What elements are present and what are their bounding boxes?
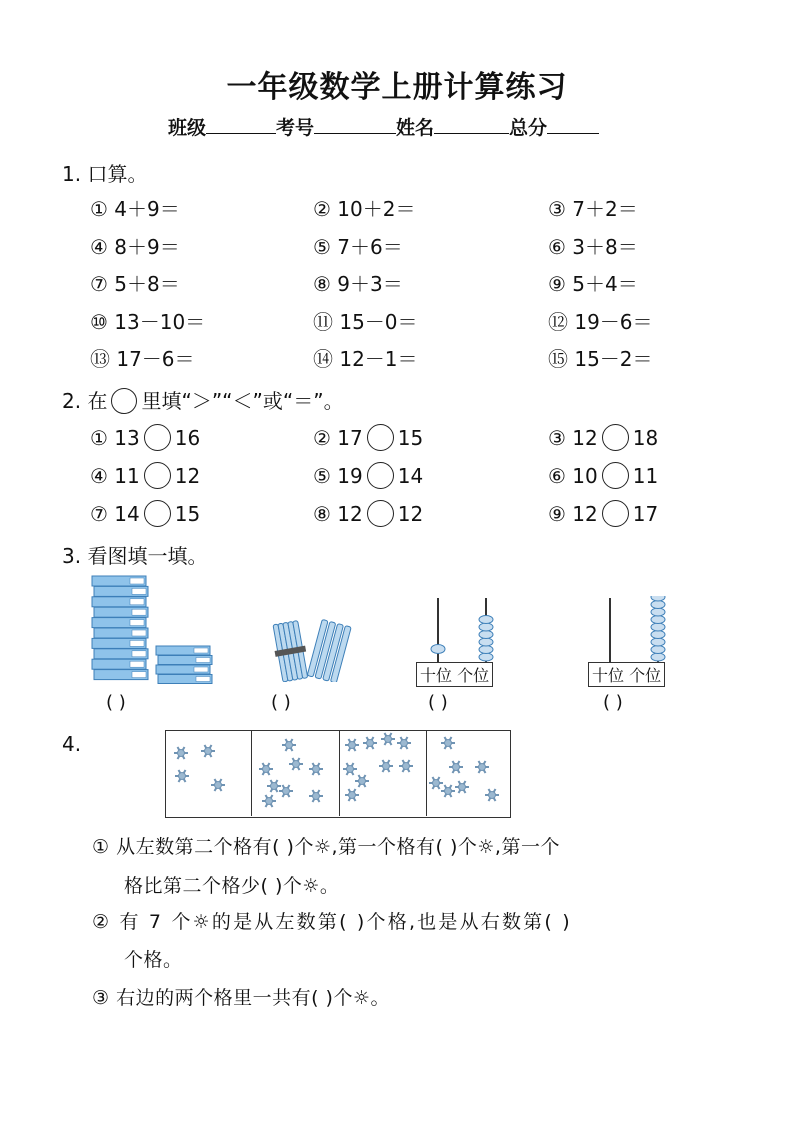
abacus-label-2: 十位 个位 xyxy=(588,662,665,687)
q4-number: 4. xyxy=(62,732,82,756)
q2-right-value: 17 xyxy=(632,502,659,526)
abacus-icon xyxy=(418,596,514,666)
q3-answer-blank-1[interactable]: ( ) xyxy=(106,692,126,713)
exam-no-label: 考号 xyxy=(276,117,315,139)
q2-left-value: 13 xyxy=(114,426,140,450)
snowflake-icon xyxy=(397,737,411,749)
q2-right-value: 12 xyxy=(174,464,201,488)
snowflake-icon xyxy=(485,789,499,801)
snowflakes xyxy=(166,731,510,817)
q1-item: ⑩ 13－10＝ xyxy=(90,309,206,334)
q1-item: ② 10＋2＝ xyxy=(313,197,416,221)
q1-item: ⑦ 5＋8＝ xyxy=(90,272,180,296)
snowflake-icon xyxy=(309,763,323,775)
q1-heading: 1. 口算。 xyxy=(62,162,148,186)
q2-item-number: ⑤ xyxy=(313,464,338,488)
snowflake-icon xyxy=(282,739,296,751)
q2-left-value: 12 xyxy=(337,502,363,526)
abacus-bead xyxy=(651,608,665,616)
q2-left-value: 12 xyxy=(572,426,598,450)
compare-circle[interactable] xyxy=(144,462,171,489)
abacus-bead xyxy=(651,623,665,631)
q2-item-number: ③ xyxy=(548,426,573,450)
snowflake-icon xyxy=(363,737,377,749)
snowflake-icon xyxy=(345,739,359,751)
q2-left-value: 10 xyxy=(572,464,598,488)
snowflake-icon xyxy=(355,775,369,787)
snowflake-icon xyxy=(345,789,359,801)
q2-item xyxy=(313,464,423,491)
q2-right-value: 11 xyxy=(632,464,659,488)
q4-line-1: ① 从左数第二个格有( )个☼,第一个格有( )个☼,第一个 xyxy=(92,836,560,858)
q2-item xyxy=(313,502,423,529)
q2-item-number: ⑧ xyxy=(313,502,338,526)
class-label: 班级 xyxy=(168,117,207,139)
q3-heading: 3. 看图填一填。 xyxy=(62,544,208,568)
q4-line-2: 格比第二个格少( )个☼。 xyxy=(124,875,340,897)
compare-circle[interactable] xyxy=(367,424,394,451)
q4-line-5: ③ 右边的两个格里一共有( )个☼。 xyxy=(92,987,390,1009)
q2-item-number: ② xyxy=(313,426,338,450)
q2-right-value: 15 xyxy=(174,502,201,526)
q4-line-3: ② 有 7 个☼的是从左数第( )个格,也是从右数第( ) xyxy=(92,911,572,933)
abacus-bead xyxy=(479,638,493,646)
snowflake-icon xyxy=(475,761,489,773)
abacus-bead xyxy=(651,596,665,601)
q2-heading-suffix: 里填“＞”“＜”或“＝”。 xyxy=(141,389,344,413)
q4-line-4: 个格。 xyxy=(124,949,183,971)
snowflake-icon xyxy=(429,777,443,789)
q3-answer-blank-3[interactable]: ( ) xyxy=(428,692,448,713)
q2-right-value: 18 xyxy=(632,426,659,450)
q1-item: ⑪ 15－0＝ xyxy=(313,309,418,334)
q2-left-value: 12 xyxy=(572,502,598,526)
compare-circle[interactable] xyxy=(602,500,629,527)
q2-item xyxy=(90,502,200,529)
snowflake-icon xyxy=(267,780,281,792)
q2-item-number: ① xyxy=(90,426,115,450)
snowflake-icon xyxy=(399,760,413,772)
abacus-label-1: 十位 个位 xyxy=(416,662,493,687)
q1-item: ① 4＋9＝ xyxy=(90,197,180,221)
q1-item: ⑧ 9＋3＝ xyxy=(313,272,403,296)
q2-left-value: 19 xyxy=(337,464,363,488)
q1-item: ⑬ 17－6＝ xyxy=(90,347,195,371)
abacus-bead xyxy=(651,616,665,624)
abacus-bead xyxy=(479,653,493,661)
q2-item xyxy=(548,502,658,529)
q2-right-value: 15 xyxy=(397,426,424,450)
snowflake-icon xyxy=(211,779,225,791)
q1-item: ④ 8＋9＝ xyxy=(90,234,180,259)
snowflake-icon xyxy=(279,785,293,797)
snowflake-icon xyxy=(174,747,188,759)
compare-circle[interactable] xyxy=(144,424,171,451)
snowflake-icon xyxy=(289,758,303,770)
q2-item-number: ④ xyxy=(90,464,115,488)
q2-left-value: 17 xyxy=(337,426,363,450)
q2-heading xyxy=(62,385,344,416)
stick-bundle-icon xyxy=(268,618,360,682)
abacus-bead xyxy=(651,638,665,646)
q2-right-value: 14 xyxy=(397,464,424,488)
q2-item xyxy=(90,464,200,491)
q3-answer-blank-4[interactable]: ( ) xyxy=(603,692,623,713)
score-label: 总分 xyxy=(509,117,548,139)
q2-item xyxy=(548,426,658,453)
q2-left-value: 14 xyxy=(114,502,140,526)
snowflake-icon xyxy=(379,760,393,772)
q3-answer-blank-2[interactable]: ( ) xyxy=(271,692,291,713)
class-blank[interactable] xyxy=(206,115,276,134)
q2-heading-prefix: 2. 在 xyxy=(62,389,108,413)
q1-item: ⑨ 5＋4＝ xyxy=(548,272,638,296)
abacus-icon xyxy=(590,596,686,666)
book-stack-icon xyxy=(86,574,216,686)
name-blank[interactable] xyxy=(434,115,509,134)
score-blank[interactable] xyxy=(547,115,599,134)
student-info-line xyxy=(168,113,599,140)
q1-item: ⑫ 19－6＝ xyxy=(548,309,653,334)
compare-circle[interactable] xyxy=(602,462,629,489)
compare-circle[interactable] xyxy=(602,424,629,451)
snowflake-icon xyxy=(262,795,276,807)
snowflake-icon xyxy=(455,781,469,793)
q1-item: ⑮ 15－2＝ xyxy=(548,347,653,371)
abacus-bead xyxy=(651,601,665,609)
snowflake-icon xyxy=(201,745,215,757)
compare-circle[interactable] xyxy=(367,462,394,489)
abacus-bead xyxy=(479,616,493,624)
snowflake-icon xyxy=(449,761,463,773)
compare-circle[interactable] xyxy=(144,500,171,527)
abacus-bead xyxy=(479,631,493,639)
snowflake-grid xyxy=(165,730,511,818)
q2-item-number: ⑨ xyxy=(548,502,573,526)
snowflake-icon xyxy=(259,763,273,775)
abacus-bead xyxy=(651,646,665,654)
abacus-bead xyxy=(479,623,493,631)
snowflake-icon xyxy=(175,770,189,782)
q1-item: ⑤ 7＋6＝ xyxy=(313,234,403,259)
q2-item-number: ⑦ xyxy=(90,502,115,526)
q1-item: ⑥ 3＋8＝ xyxy=(548,234,638,259)
circle-icon xyxy=(111,388,137,414)
compare-circle[interactable] xyxy=(367,500,394,527)
abacus-bead xyxy=(651,631,665,639)
page-title: 一年级数学上册计算练习 xyxy=(226,70,568,105)
snowflake-icon xyxy=(381,733,395,745)
snowflake-icon xyxy=(309,790,323,802)
snowflake-icon xyxy=(441,737,455,749)
q2-item xyxy=(313,426,423,453)
q2-item xyxy=(90,426,200,453)
q2-item-number: ⑥ xyxy=(548,464,573,488)
q2-right-value: 16 xyxy=(174,426,201,450)
q1-item: ③ 7＋2＝ xyxy=(548,197,638,221)
snowflake-icon xyxy=(441,785,455,797)
q2-item xyxy=(548,464,658,491)
q1-item: ⑭ 12－1＝ xyxy=(313,347,418,371)
q2-right-value: 12 xyxy=(397,502,424,526)
q2-left-value: 11 xyxy=(114,464,140,488)
snowflake-icon xyxy=(343,763,357,775)
abacus-bead xyxy=(479,646,493,654)
exam-no-blank[interactable] xyxy=(314,115,396,134)
name-label: 姓名 xyxy=(396,117,435,139)
abacus-bead xyxy=(651,653,665,661)
